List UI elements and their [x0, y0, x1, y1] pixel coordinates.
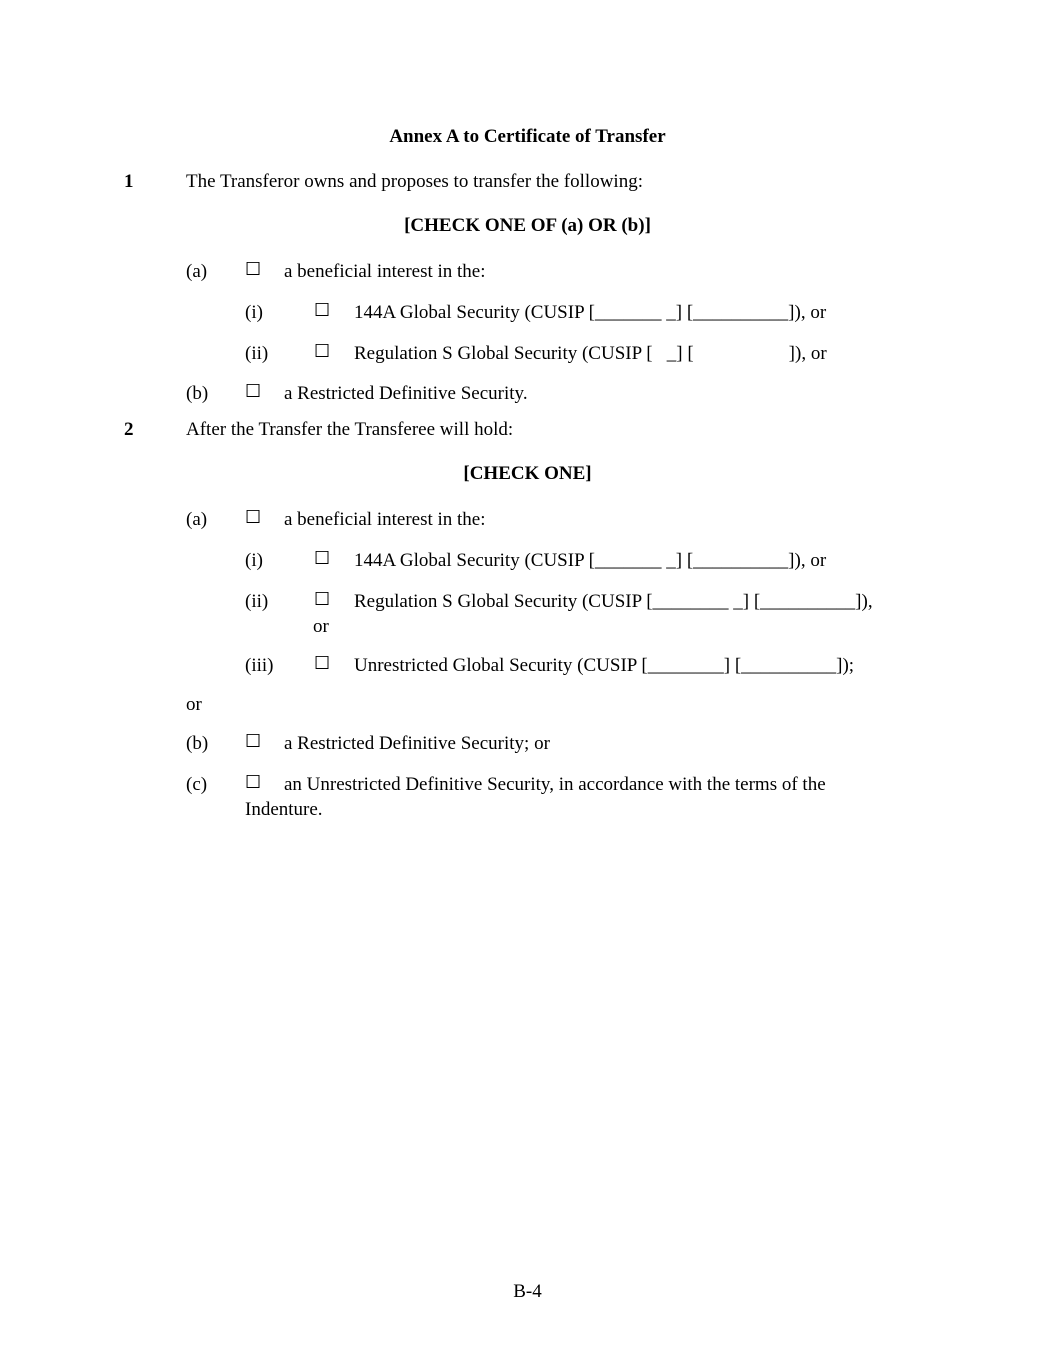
- section-2-a-i-text: 144A Global Security (CUSIP [_______ _] [__________]), or: [354, 550, 827, 571]
- section-2-b-label: (b): [186, 733, 209, 754]
- section-2-number: 2: [124, 419, 134, 440]
- section-2-a-ii-checkbox[interactable]: ☐: [314, 589, 331, 610]
- section-2-c-text-continued: Indenture.: [245, 799, 323, 820]
- section-1-a-i-text: 144A Global Security (CUSIP [_______ _] [__________]), or: [354, 302, 827, 323]
- section-2-b-checkbox[interactable]: ☐: [245, 731, 262, 752]
- section-2-a-ii-label: (ii): [245, 591, 269, 612]
- section-2-a-ii-text-continued: or: [313, 616, 329, 637]
- section-2-a-iii-label: (iii): [245, 655, 274, 676]
- page-title: Annex A to Certificate of Transfer: [389, 126, 666, 147]
- section-2-instruction: [CHECK ONE]: [463, 463, 592, 484]
- section-1-text: The Transferor owns and proposes to transfer the following:: [186, 171, 643, 192]
- section-2-a-iii-text: Unrestricted Global Security (CUSIP [________] [__________]);: [354, 655, 855, 676]
- section-2-a-iii-checkbox[interactable]: ☐: [314, 653, 331, 674]
- section-2-b-text: a Restricted Definitive Security; or: [284, 733, 550, 754]
- section-1-a-i-label: (i): [245, 302, 263, 323]
- section-2-a-i-label: (i): [245, 550, 263, 571]
- section-1-a-ii-text: Regulation S Global Security (CUSIP [ _] [ ]), or: [354, 343, 827, 364]
- section-2-c-label: (c): [186, 774, 208, 795]
- section-2-a-checkbox[interactable]: ☐: [245, 507, 262, 528]
- section-1-a-ii-label: (ii): [245, 343, 269, 364]
- section-1-a-label: (a): [186, 261, 208, 282]
- section-1-a-text: a beneficial interest in the:: [284, 261, 486, 282]
- section-1-instruction: [CHECK ONE OF (a) OR (b)]: [404, 215, 651, 236]
- section-1-number: 1: [124, 171, 134, 192]
- section-1-a-checkbox[interactable]: ☐: [245, 259, 262, 280]
- section-1-b-text: a Restricted Definitive Security.: [284, 383, 528, 404]
- section-2-or: or: [186, 694, 202, 715]
- section-2-a-ii-text: Regulation S Global Security (CUSIP [________ _] [__________]),: [354, 591, 873, 612]
- section-2-a-i-checkbox[interactable]: ☐: [314, 548, 331, 569]
- section-1-b-label: (b): [186, 383, 209, 404]
- section-1-a-i-checkbox[interactable]: ☐: [314, 300, 331, 321]
- page-number: B-4: [513, 1281, 542, 1302]
- section-1-a-ii-checkbox[interactable]: ☐: [314, 341, 331, 362]
- section-2-a-label: (a): [186, 509, 208, 530]
- section-2-text: After the Transfer the Transferee will hold:: [186, 419, 514, 440]
- section-1-b-checkbox[interactable]: ☐: [245, 381, 262, 402]
- section-2-a-text: a beneficial interest in the:: [284, 509, 486, 530]
- section-2-c-checkbox[interactable]: ☐: [245, 772, 262, 793]
- section-2-c-text: an Unrestricted Definitive Security, in accordance with the terms of the: [284, 774, 826, 795]
